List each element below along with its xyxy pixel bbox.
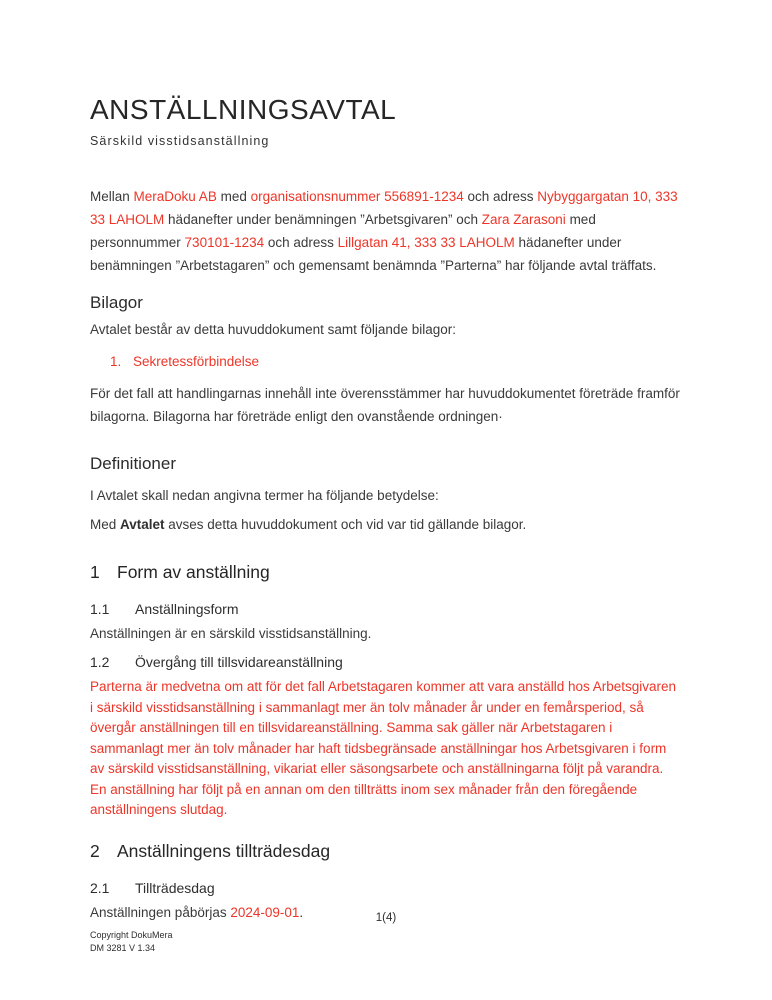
definitions-intro: I Avtalet skall nedan angivna termer ha följande betydelse: (90, 488, 439, 503)
section-2-title: Anställningens tillträdesdag (117, 840, 331, 861)
section-2-1-heading (90, 878, 682, 898)
version-line: DM 3281 V 1.34 (90, 942, 156, 953)
document-subtitle: Särskild visstidsanställning (90, 134, 270, 148)
attachments-intro: Avtalet består av detta huvuddokument samt följande bilagor: (90, 322, 456, 337)
attachment-list-item (110, 352, 682, 372)
section-1-heading (90, 560, 682, 584)
section-1-2-body: Parterna är medvetna om att för det fall Arbetstagaren kommer att vara anställd hos Arbetsgivaren i särskild visstidsanställning i sammanlagt mer än tolv månader år under en femårsperiod, så övergår anställningen till en tillsvidareanställning. Samma sak gäller när Arbetstagaren i sammanlagt mer än tolv månader har haft tidsbegränsade anställningar hos Arbetsgivaren i form av särskild visstidsanställning, vikariat eller säsongsarbete och anställningarna följt på varandra. En anställning har följt på en annan om den tillträtts inom sex månader från den föregående anställningens slutdag. (90, 679, 677, 817)
section-1-2-number: 1.2 (90, 654, 110, 670)
definition-term: Avtalet (120, 517, 165, 532)
section-1-title: Form av anställning (117, 562, 270, 582)
section-2-1-number: 2.1 (90, 879, 110, 896)
parties-paragraph: Mellan MeraDoku AB med organisationsnummer 556891-1234 och adress Nybyggargatan 10, 333 33 LAHOLM hädanefter under benämningen ”Arbetsgivaren” och Zara Zarasoni med personnummer 730101-1234 och adress Lillgatan 41, 333 33 LAHOLM hädanefter under benämningen ”Arbetstagaren” och gemensamt benämnda ”Parterna” har följande avtal träffats. (90, 189, 678, 273)
start-date-value: 2024-09-01 (230, 904, 300, 920)
document-title: ANSTÄLLNINGSAVTAL (90, 94, 397, 125)
definition-avtalet (90, 513, 682, 536)
definitions-heading: Definitioner (90, 454, 176, 473)
start-date-suffix: . (299, 904, 304, 920)
section-1-1-number: 1.1 (90, 601, 110, 617)
section-2-number: 2 (90, 840, 100, 861)
attachment-item-label: Sekretessförbindelse (133, 354, 260, 369)
definition-prefix: Med (90, 517, 121, 532)
start-date-prefix: Anställningen påbörjas (90, 904, 231, 920)
section-1-1-body: Anställningen är en särskild visstidsanställning. (90, 626, 372, 641)
section-1-2-heading (90, 652, 682, 672)
attachments-heading: Bilagor (90, 293, 143, 312)
copyright-block (90, 929, 173, 954)
section-1-1-heading (90, 599, 682, 619)
section-1-1-title: Anställningsform (135, 601, 239, 617)
copyright-line: Copyright DokuMera (90, 930, 173, 940)
attachments-outro: För det fall att handlingarnas innehåll inte överensstämmer har huvuddokumentet företräde framför bilagorna. Bilagorna har företräde enligt den ovanstående ordningen· (90, 386, 680, 424)
page-number: 1(4) (375, 912, 397, 924)
attachment-item-number: 1. (110, 354, 122, 369)
section-1-number: 1 (90, 562, 100, 582)
section-1-2-title: Övergång till tillsvidareanställning (135, 654, 343, 670)
section-2-1-title: Tillträdesdag (135, 879, 215, 896)
definition-rest: avses detta huvuddokument och vid var tid gällande bilagor. (164, 517, 527, 532)
section-2-heading (90, 839, 682, 863)
